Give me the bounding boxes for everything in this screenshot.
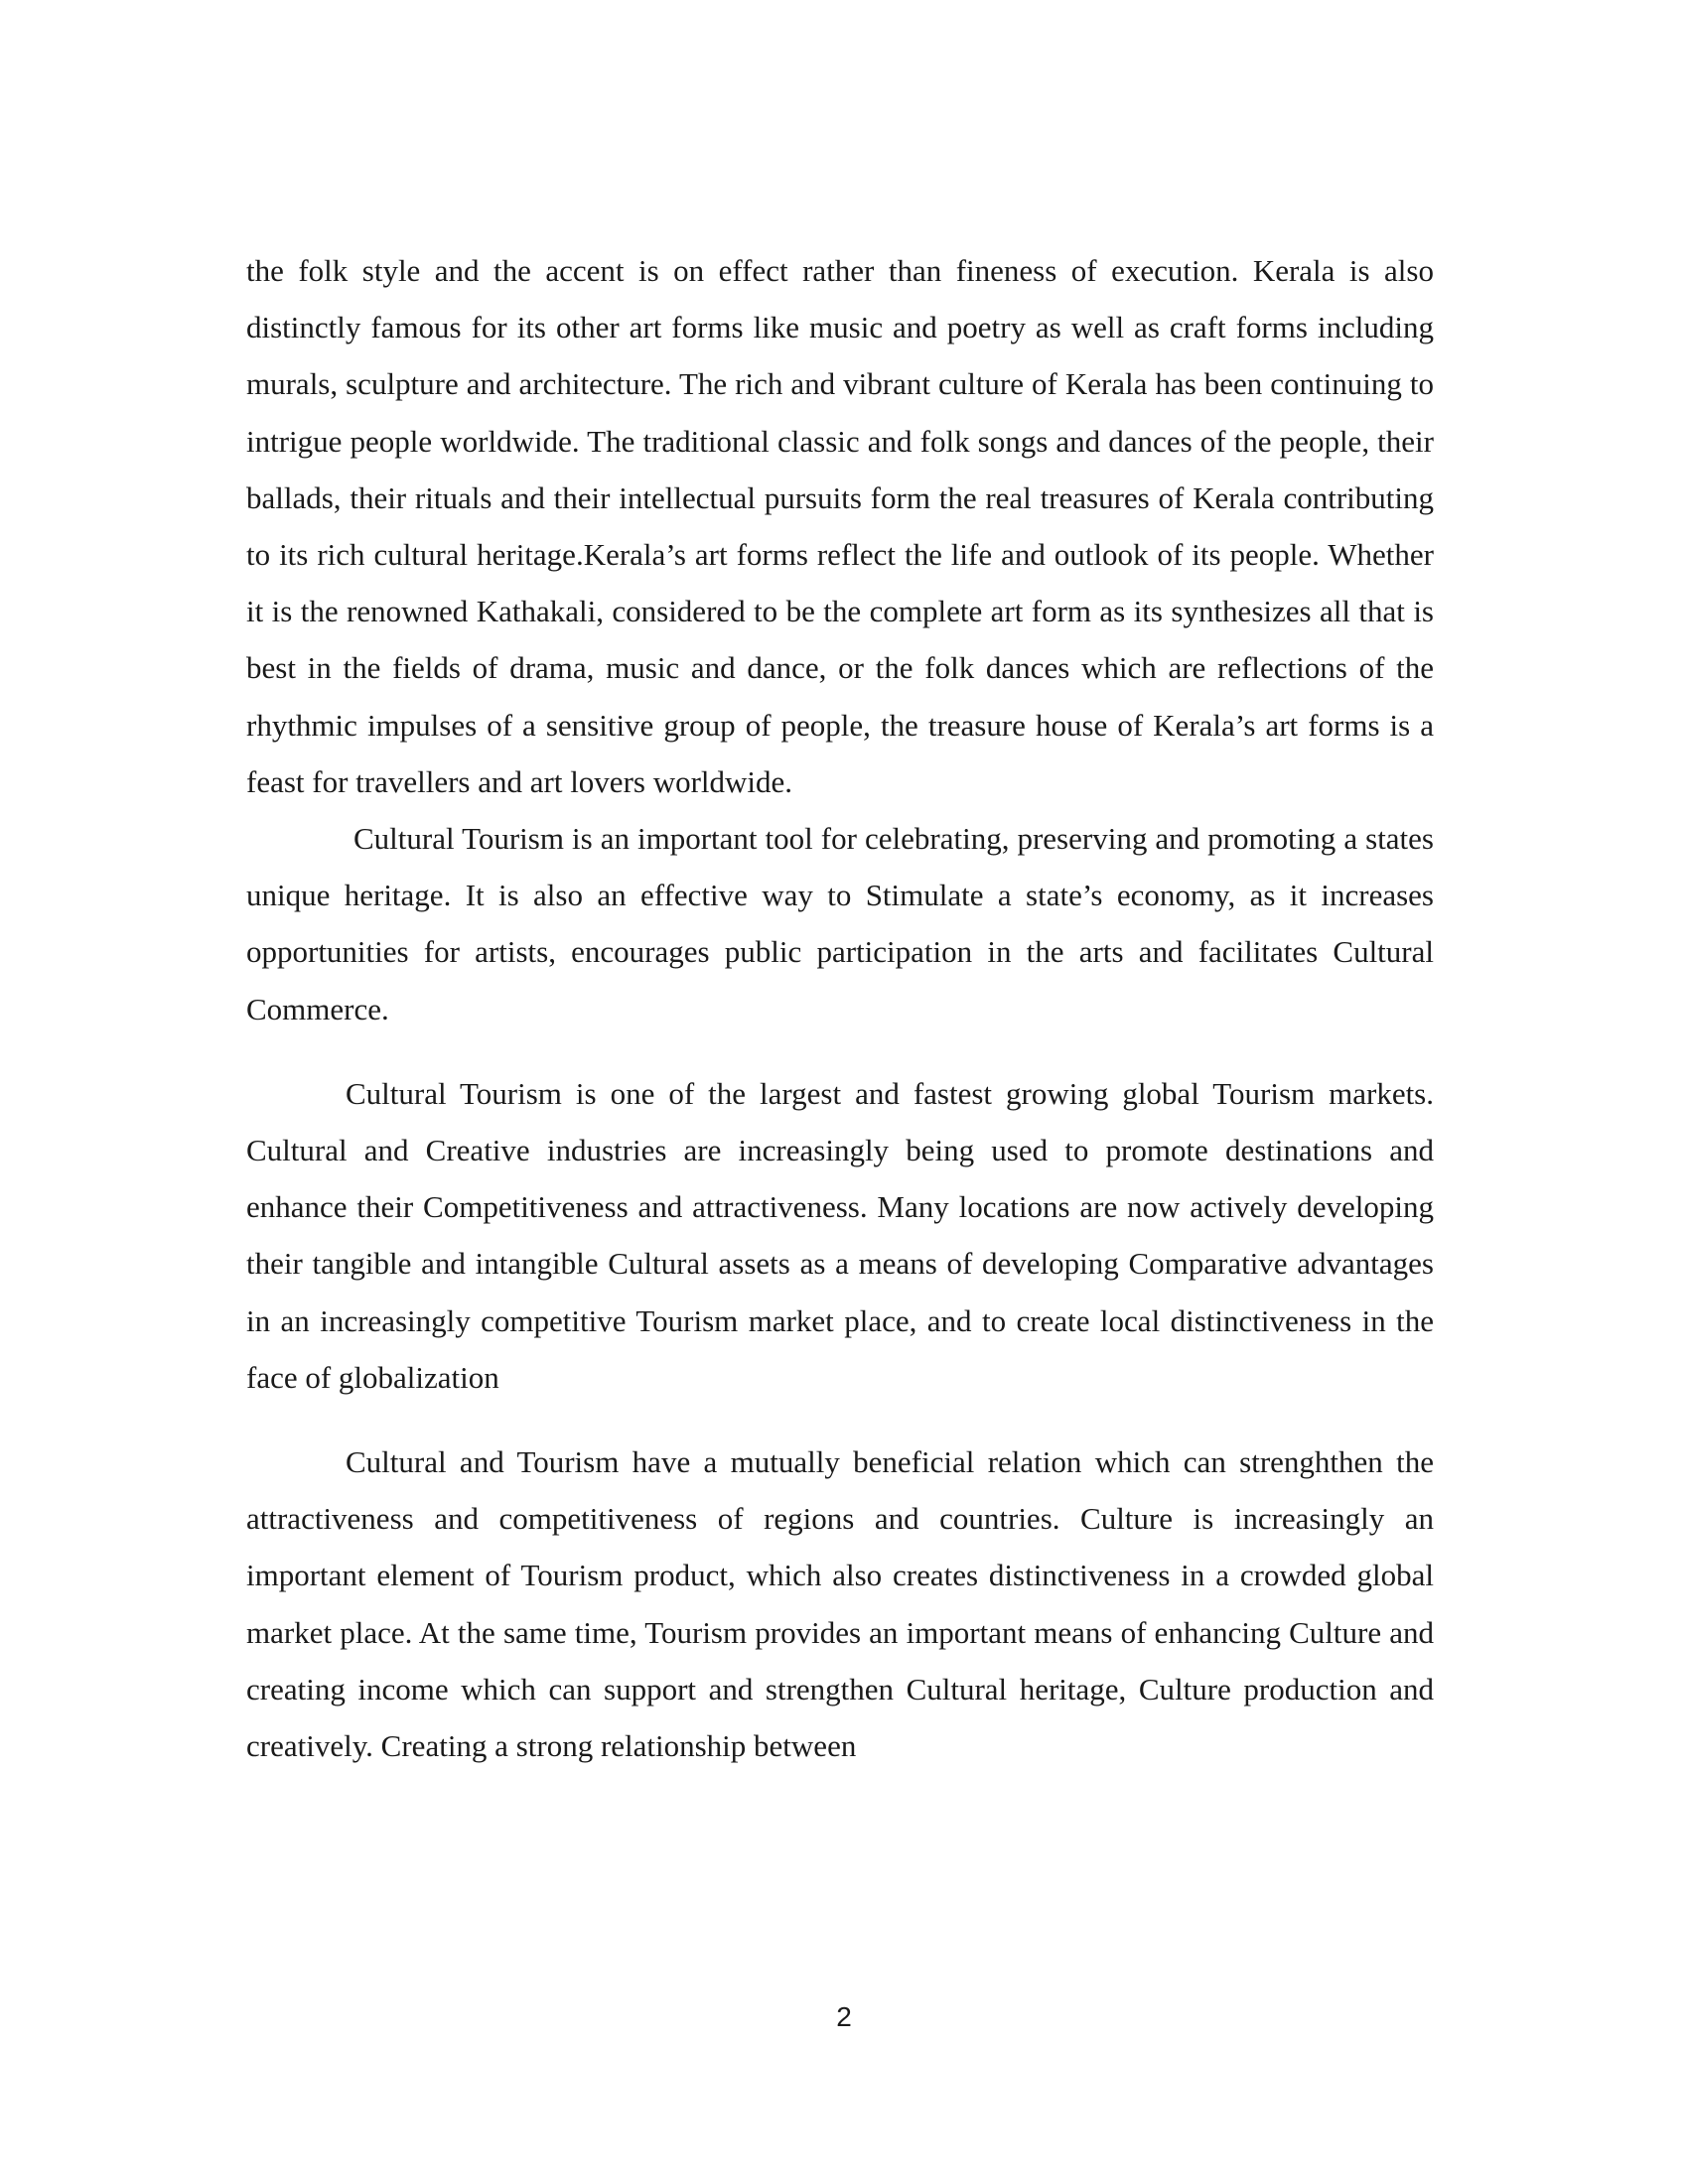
paragraph-cultural-tourism-markets: Cultural Tourism is one of the largest and fastest growing global Tourism markets. Cultural and Creative industries are increasingly being used to promote destinations and enhance their Competitiveness and attractiveness. Many locations are now actively developing their tangible and intangible Cultural assets as a means of developing Comparative advantages in an increasingly competitive Tourism market place, and to create local distinctiveness in the face of globalization	[246, 1075, 1434, 1395]
paragraph-kerala-art-forms: the folk style and the accent is on effect rather than fineness of execution. Kerala is also distinctly famous for its other art forms like music and poetry as well as craft forms including murals, sculpture and architecture. The rich and vibrant culture of Kerala has been continuing to intrigue people worldwide. The traditional classic and folk songs and dances of the people, their ballads, their rituals and their intellectual pursuits form the real treasures of Kerala contributing to its rich cultural heritage.Kerala’s art forms reflect the life and outlook of its people. Whether it is the renowned Kathakali, considered to be the complete art form as its synthesizes all that is best in the fields of drama, music and dance, or the folk dances which are reflections of the rhythmic impulses of a sensitive group of people, the treasure house of Kerala’s art forms is a feast for travellers and art lovers worldwide.	[246, 253, 1434, 799]
body-text	[246, 242, 1434, 1774]
paragraph-culture-tourism-relation: Cultural and Tourism have a mutually beneficial relation which can strenghthen the attractiveness and competitiveness of regions and countries. Culture is increasingly an important element of Tourism product, which also creates distinctiveness in a crowded global market place. At the same time, Tourism provides an important means of enhancing Culture and creating income which can support and strengthen Cultural heritage, Culture production and creatively. Creating a strong relationship between	[246, 1444, 1434, 1764]
paragraph-cultural-tourism-tool: Cultural Tourism is an important tool for celebrating, preserving and promoting a states unique heritage. It is also an effective way to Stimulate a state’s economy, as it increases opportunities for artists, encourages public participation in the arts and facilitates Cultural Commerce.	[246, 821, 1434, 1026]
page-number: 2	[836, 2001, 852, 2032]
